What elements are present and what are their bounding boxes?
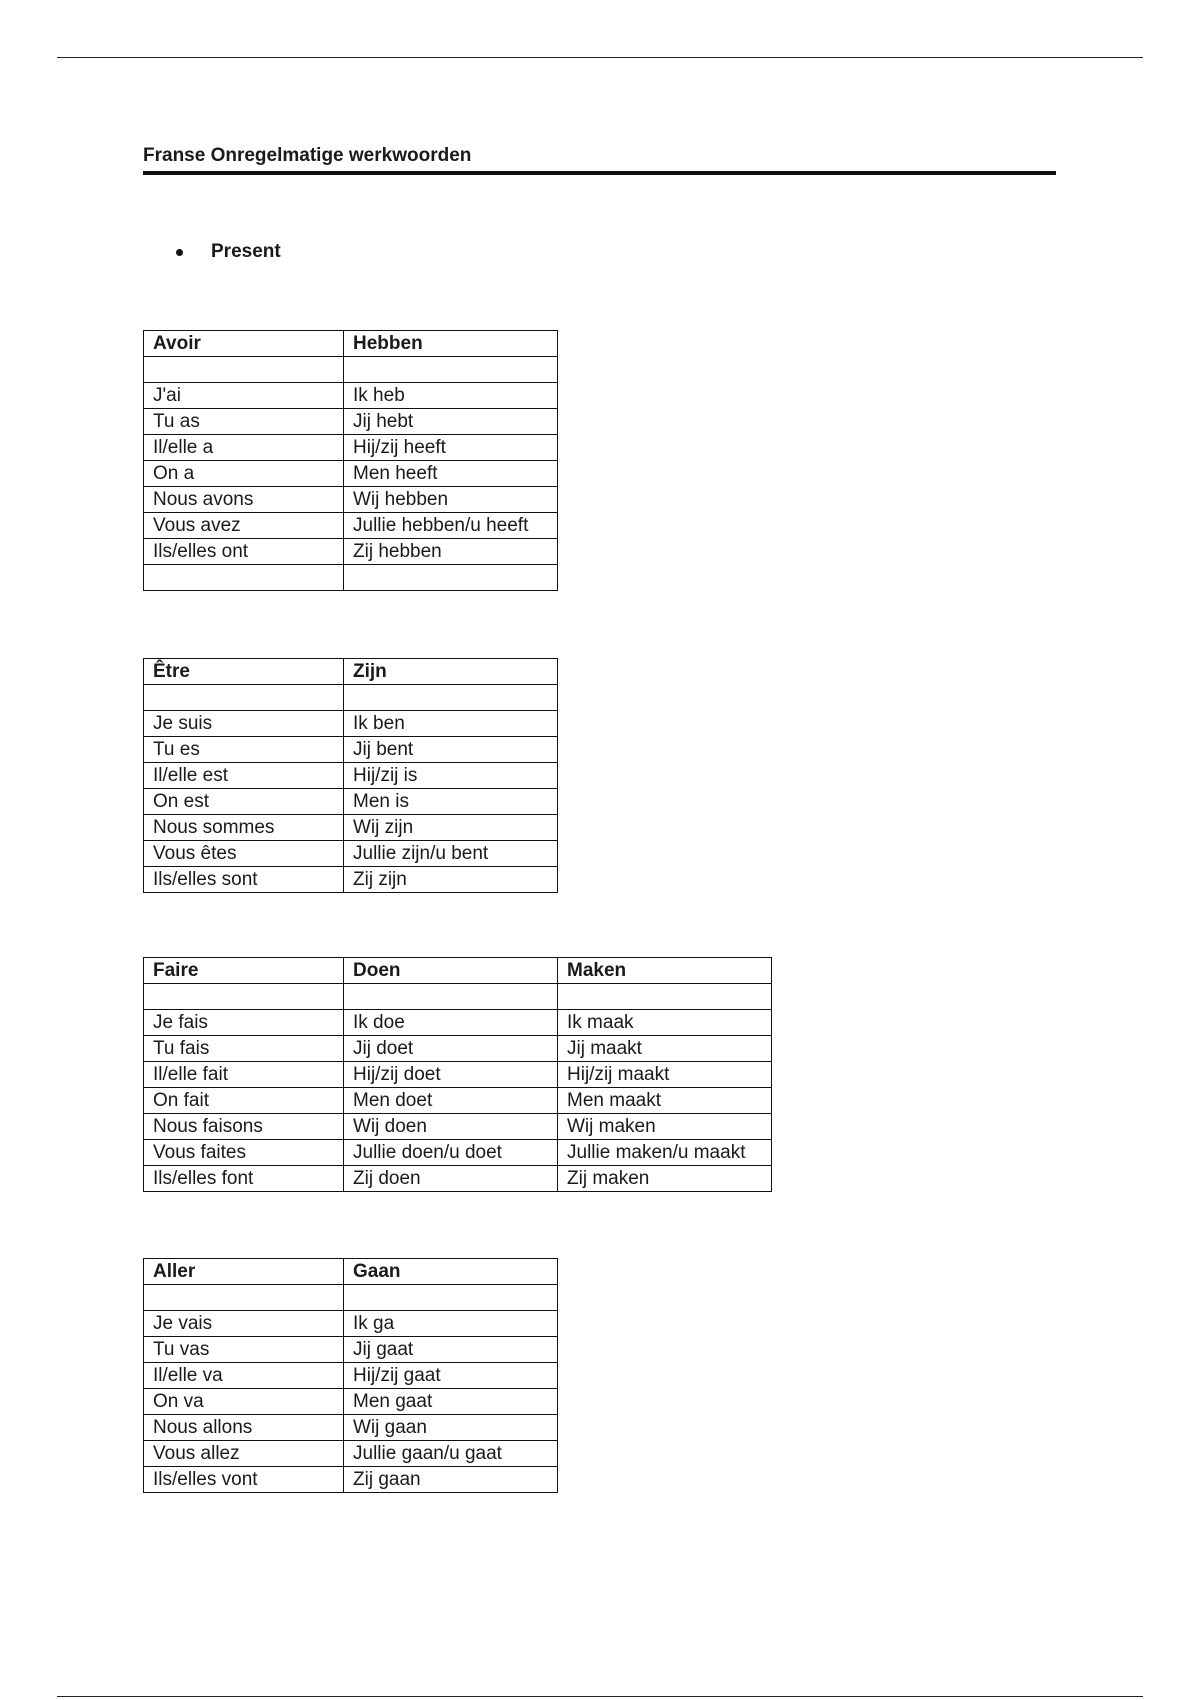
table-cell: Jij maakt	[558, 1036, 772, 1062]
table-cell	[344, 357, 558, 383]
table-header-cell: Doen	[344, 958, 558, 984]
table-cell: Hij/zij gaat	[344, 1363, 558, 1389]
table-cell: Zij gaan	[344, 1467, 558, 1493]
table-row	[144, 1389, 558, 1415]
table-header-cell: Hebben	[344, 331, 558, 357]
table-header-cell: Faire	[144, 958, 344, 984]
table-row	[144, 1467, 558, 1493]
table-cell: Ils/elles ont	[144, 539, 344, 565]
table-row	[144, 565, 558, 591]
table-cell: Ik ga	[344, 1311, 558, 1337]
table-cell: Jullie hebben/u heeft	[344, 513, 558, 539]
table-cell: Il/elle a	[144, 435, 344, 461]
table-row	[144, 1166, 772, 1192]
table-cell: Wij gaan	[344, 1415, 558, 1441]
table-cell: On fait	[144, 1088, 344, 1114]
table-row	[144, 1088, 772, 1114]
table-cell: Men gaat	[344, 1389, 558, 1415]
table-row	[144, 539, 558, 565]
table-cell: Jullie doen/u doet	[344, 1140, 558, 1166]
table-cell: Zij hebben	[344, 539, 558, 565]
page-bottom-rule	[57, 1696, 1143, 1697]
table-row	[144, 1062, 772, 1088]
table-row	[144, 984, 772, 1010]
table-cell: Nous sommes	[144, 815, 344, 841]
table-cell: Hij/zij is	[344, 763, 558, 789]
table-header-cell: Gaan	[344, 1259, 558, 1285]
table-cell: Men is	[344, 789, 558, 815]
table-row	[144, 1415, 558, 1441]
table-header-cell: Zijn	[344, 659, 558, 685]
table-cell: Ils/elles sont	[144, 867, 344, 893]
table-cell: On a	[144, 461, 344, 487]
table-cell: Zij doen	[344, 1166, 558, 1192]
table-cell: Men heeft	[344, 461, 558, 487]
table-cell	[144, 984, 344, 1010]
table-cell: Ik ben	[344, 711, 558, 737]
table-cell: Ik maak	[558, 1010, 772, 1036]
table-cell: Jij bent	[344, 737, 558, 763]
table-cell: Tu as	[144, 409, 344, 435]
table-cell: Zij zijn	[344, 867, 558, 893]
table-row	[144, 1337, 558, 1363]
section-bullet	[176, 241, 281, 263]
table-cell	[344, 685, 558, 711]
table-cell: Ik doe	[344, 1010, 558, 1036]
table-cell: Jij hebt	[344, 409, 558, 435]
table-cell	[344, 565, 558, 591]
table-header-cell: Avoir	[144, 331, 344, 357]
table-row	[144, 1010, 772, 1036]
table-cell: Jij doet	[344, 1036, 558, 1062]
table-row	[144, 1363, 558, 1389]
table-row	[144, 789, 558, 815]
table-row	[144, 685, 558, 711]
table-header-cell: Aller	[144, 1259, 344, 1285]
verb-table-faire	[143, 957, 772, 1192]
table-cell: Jullie gaan/u gaat	[344, 1441, 558, 1467]
table-cell: Je suis	[144, 711, 344, 737]
table-row	[144, 461, 558, 487]
table-cell: Hij/zij doet	[344, 1062, 558, 1088]
table-cell: Ik heb	[344, 383, 558, 409]
table-row	[144, 1036, 772, 1062]
table-cell: J'ai	[144, 383, 344, 409]
table-cell: Ils/elles vont	[144, 1467, 344, 1493]
table-cell	[144, 685, 344, 711]
table-row	[144, 1311, 558, 1337]
table-cell: Hij/zij heeft	[344, 435, 558, 461]
table-cell	[558, 984, 772, 1010]
table-cell: Jullie maken/u maakt	[558, 1140, 772, 1166]
table-cell	[344, 1285, 558, 1311]
table-row	[144, 841, 558, 867]
table-row	[144, 409, 558, 435]
table-cell: Nous avons	[144, 487, 344, 513]
table-cell: Tu fais	[144, 1036, 344, 1062]
table-cell: Je vais	[144, 1311, 344, 1337]
bullet-icon	[176, 249, 183, 256]
table-cell: Je fais	[144, 1010, 344, 1036]
table-cell: Ils/elles font	[144, 1166, 344, 1192]
table-cell: Wij hebben	[344, 487, 558, 513]
table-row	[144, 763, 558, 789]
table-cell: Il/elle va	[144, 1363, 344, 1389]
table-cell: Vous faites	[144, 1140, 344, 1166]
table-row	[144, 487, 558, 513]
table-cell: Zij maken	[558, 1166, 772, 1192]
table-cell: Il/elle est	[144, 763, 344, 789]
table-row	[144, 711, 558, 737]
table-cell	[144, 357, 344, 383]
verb-table-aller	[143, 1258, 558, 1493]
table-row	[144, 1140, 772, 1166]
table-header-cell: Être	[144, 659, 344, 685]
table-row	[144, 383, 558, 409]
table-cell: Hij/zij maakt	[558, 1062, 772, 1088]
table-header-row	[144, 659, 558, 685]
table-row	[144, 1441, 558, 1467]
verb-table-etre	[143, 658, 558, 893]
table-header-row	[144, 958, 772, 984]
table-row	[144, 435, 558, 461]
table-cell	[144, 1285, 344, 1311]
table-cell: Nous faisons	[144, 1114, 344, 1140]
verb-table-avoir	[143, 330, 558, 591]
table-cell: Nous allons	[144, 1415, 344, 1441]
table-row	[144, 1285, 558, 1311]
table-cell	[344, 984, 558, 1010]
table-cell: Tu vas	[144, 1337, 344, 1363]
table-row	[144, 513, 558, 539]
table-cell: Men doet	[344, 1088, 558, 1114]
table-row	[144, 357, 558, 383]
table-cell: Wij maken	[558, 1114, 772, 1140]
table-header-row	[144, 331, 558, 357]
table-row	[144, 1114, 772, 1140]
table-cell: Jij gaat	[344, 1337, 558, 1363]
table-cell: Il/elle fait	[144, 1062, 344, 1088]
document-title: Franse Onregelmatige werkwoorden	[143, 145, 1056, 175]
table-cell: Vous allez	[144, 1441, 344, 1467]
table-cell	[144, 565, 344, 591]
table-row	[144, 737, 558, 763]
table-cell: On va	[144, 1389, 344, 1415]
table-cell: On est	[144, 789, 344, 815]
table-cell: Wij zijn	[344, 815, 558, 841]
table-cell: Wij doen	[344, 1114, 558, 1140]
table-cell: Jullie zijn/u bent	[344, 841, 558, 867]
table-cell: Men maakt	[558, 1088, 772, 1114]
table-cell: Vous avez	[144, 513, 344, 539]
table-cell: Vous êtes	[144, 841, 344, 867]
table-header-row	[144, 1259, 558, 1285]
page-top-rule	[57, 57, 1143, 58]
table-row	[144, 867, 558, 893]
table-row	[144, 815, 558, 841]
table-header-cell: Maken	[558, 958, 772, 984]
table-cell: Tu es	[144, 737, 344, 763]
section-label: Present	[211, 241, 281, 262]
